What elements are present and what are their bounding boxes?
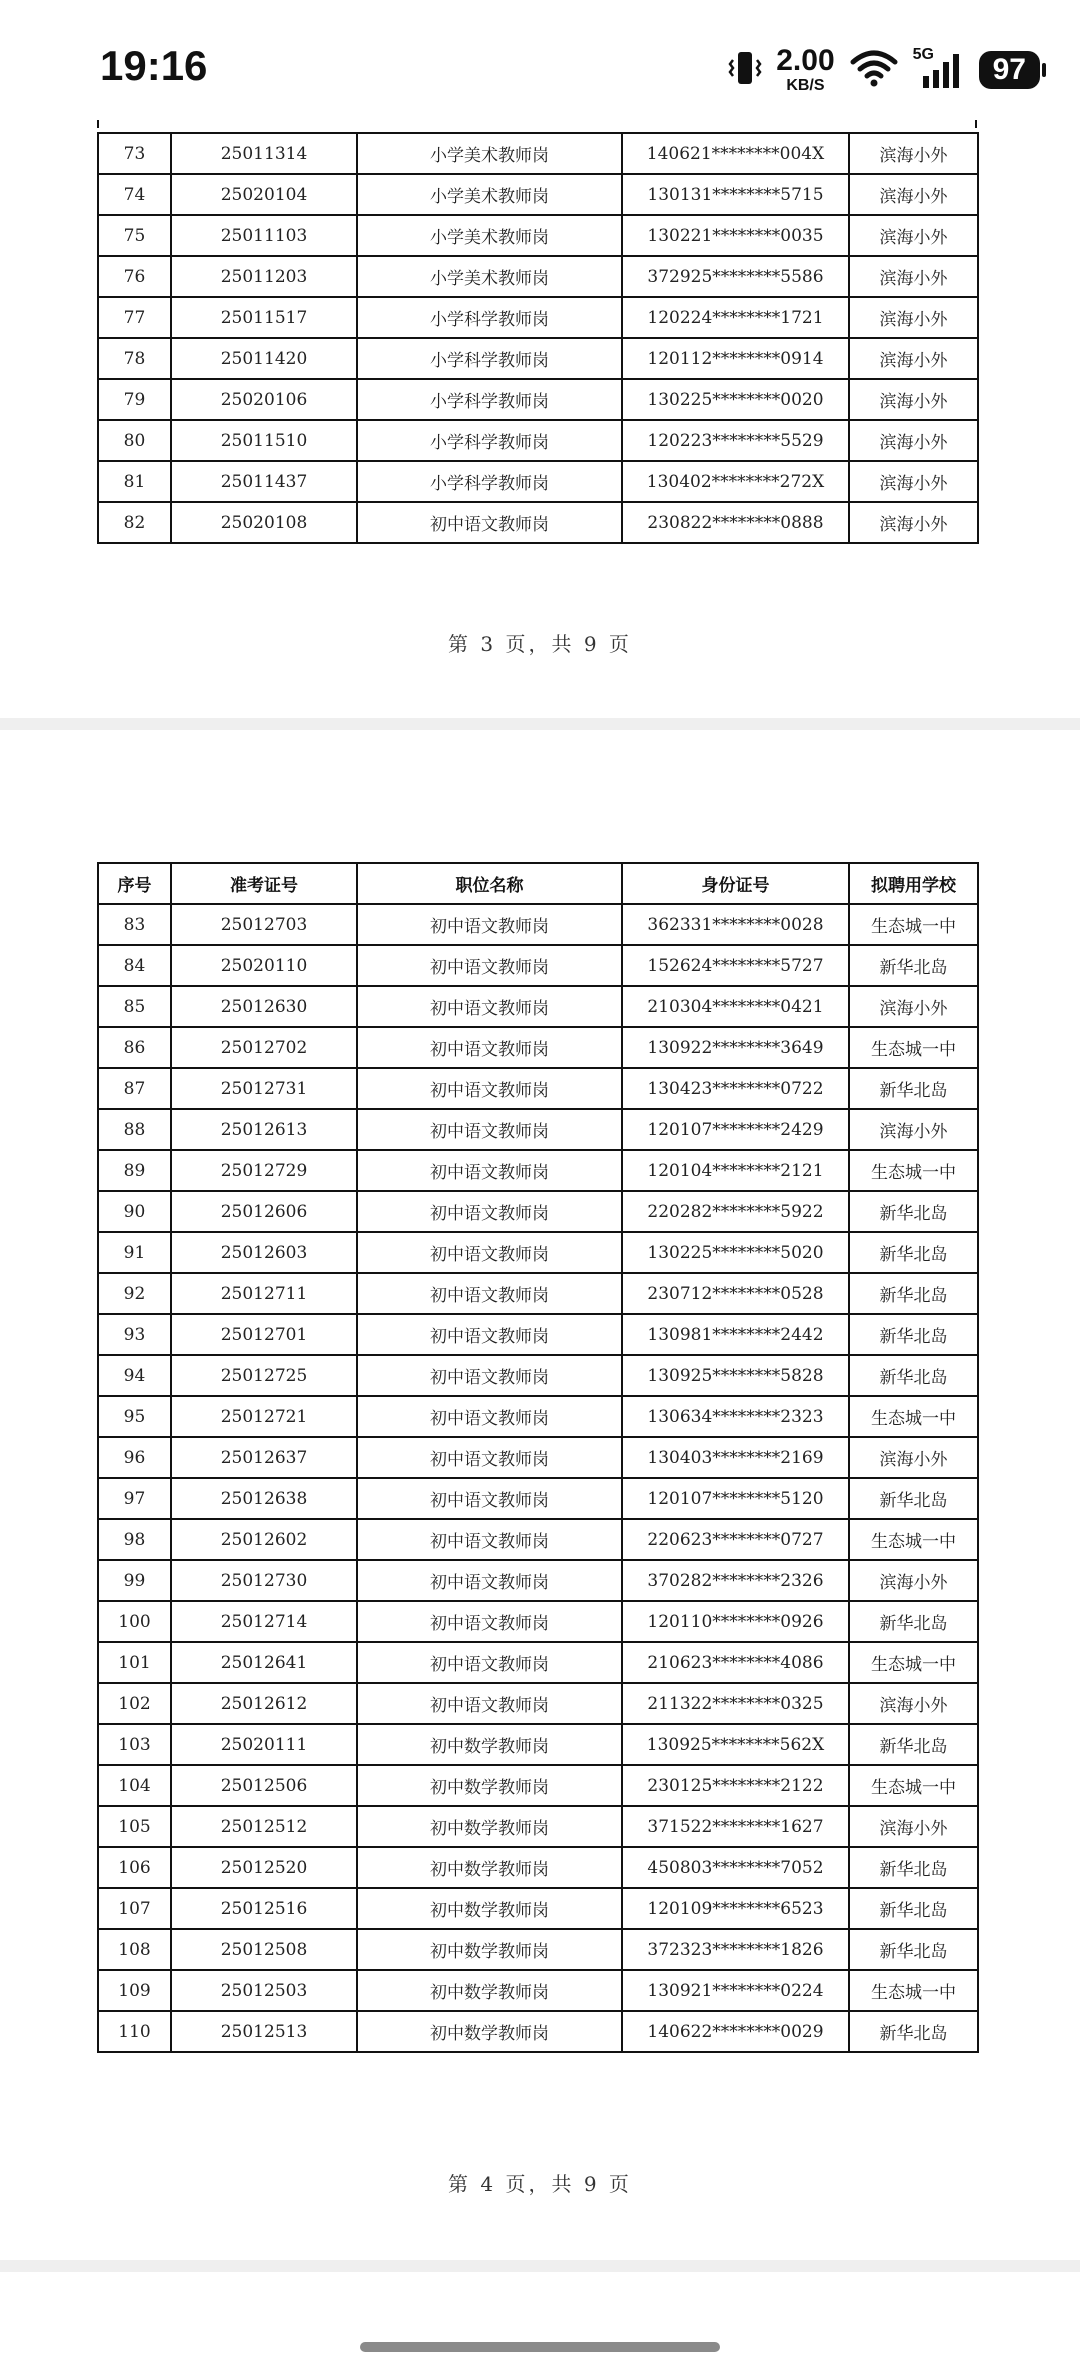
cell-school: 滨海小外 [849,215,978,256]
cell-no: 74 [98,174,171,215]
cell-position: 初中语文教师岗 [357,1027,622,1068]
table-row [98,379,978,420]
cell-no: 77 [98,297,171,338]
table-row [98,1560,978,1601]
cell-no: 94 [98,1355,171,1396]
page-3-footer: 第 3 页，共 9 页 [448,632,632,656]
cell-id-card: 140622********0029 [622,2011,849,2052]
cell-school: 滨海小外 [849,986,978,1027]
cell-no: 105 [98,1806,171,1847]
cell-no: 82 [98,502,171,543]
cell-exam-id: 25012703 [171,904,357,945]
cell-position: 小学美术教师岗 [357,133,622,174]
cell-no: 85 [98,986,171,1027]
cell-school: 新华北岛 [849,1273,978,1314]
cell-no: 81 [98,461,171,502]
cell-position: 小学美术教师岗 [357,174,622,215]
cell-school: 滨海小外 [849,502,978,543]
cell-exam-id: 25012721 [171,1396,357,1437]
table-row [98,1396,978,1437]
table-row [98,1929,978,1970]
table-row [98,420,978,461]
cell-exam-id: 25012630 [171,986,357,1027]
cell-position: 小学科学教师岗 [357,461,622,502]
table-row [98,1642,978,1683]
cell-school: 新华北岛 [849,1601,978,1642]
cell-school: 生态城一中 [849,1150,978,1191]
cell-exam-id: 25012512 [171,1806,357,1847]
cell-id-card: 372925********5586 [622,256,849,297]
cell-no: 80 [98,420,171,461]
cell-id-card: 371522********1627 [622,1806,849,1847]
cell-school: 新华北岛 [849,1478,978,1519]
cell-position: 初中数学教师岗 [357,1765,622,1806]
cell-position: 初中语文教师岗 [357,1068,622,1109]
cell-id-card: 130981********2442 [622,1314,849,1355]
cell-exam-id: 25011314 [171,133,357,174]
table-row [98,1150,978,1191]
cell-no: 96 [98,1437,171,1478]
cell-school: 新华北岛 [849,2011,978,2052]
cell-id-card: 210623********4086 [622,1642,849,1683]
cell-position: 小学科学教师岗 [357,338,622,379]
table-row [98,1109,978,1150]
cell-school: 滨海小外 [849,420,978,461]
table-row [98,1888,978,1929]
cell-school: 生态城一中 [849,1396,978,1437]
cell-school: 滨海小外 [849,1437,978,1478]
cell-exam-id: 25020111 [171,1724,357,1765]
cell-position: 初中语文教师岗 [357,1396,622,1437]
table-row [98,1478,978,1519]
cell-position: 初中数学教师岗 [357,1888,622,1929]
cell-exam-id: 25011437 [171,461,357,502]
vibrate-icon [728,48,762,93]
cell-id-card: 130225********5020 [622,1232,849,1273]
cell-exam-id: 25011203 [171,256,357,297]
cell-exam-id: 25012641 [171,1642,357,1683]
table-row [98,1314,978,1355]
cell-id-card: 120104********2121 [622,1150,849,1191]
cell-id-card: 120112********0914 [622,338,849,379]
cell-no: 93 [98,1314,171,1355]
wifi-icon [849,48,899,93]
cell-exam-id: 25012613 [171,1109,357,1150]
cell-position: 初中语文教师岗 [357,1437,622,1478]
cell-exam-id: 25020108 [171,502,357,543]
cell-no: 107 [98,1888,171,1929]
table-row [98,1601,978,1642]
table-row [98,1847,978,1888]
cell-exam-id: 25012520 [171,1847,357,1888]
status-time: 19:16 [100,42,208,89]
cell-no: 95 [98,1396,171,1437]
table-row [98,338,978,379]
cell-no: 89 [98,1150,171,1191]
cell-position: 初中数学教师岗 [357,1929,622,1970]
cell-exam-id: 25020104 [171,174,357,215]
cell-id-card: 370282********2326 [622,1560,849,1601]
cell-exam-id: 25012503 [171,1970,357,2011]
cell-school: 新华北岛 [849,1847,978,1888]
cell-position: 初中语文教师岗 [357,1314,622,1355]
status-bar [0,0,1080,120]
cell-position: 初中数学教师岗 [357,2011,622,2052]
cell-school: 生态城一中 [849,904,978,945]
cell-no: 108 [98,1929,171,1970]
cell-id-card: 120110********0926 [622,1601,849,1642]
table-row [98,1437,978,1478]
cell-no: 75 [98,215,171,256]
cell-exam-id: 25012508 [171,1929,357,1970]
table-row [98,1519,978,1560]
status-icons [728,44,1040,94]
table-row [98,461,978,502]
cell-no: 78 [98,338,171,379]
cell-id-card: 130634********2323 [622,1396,849,1437]
cell-position: 初中语文教师岗 [357,1642,622,1683]
cell-no: 99 [98,1560,171,1601]
table-row [98,174,978,215]
table-row [98,1068,978,1109]
home-indicator[interactable] [360,2342,720,2352]
cell-school: 新华北岛 [849,1314,978,1355]
cell-id-card: 230822********0888 [622,502,849,543]
cell-id-card: 130402********272X [622,461,849,502]
cell-no: 100 [98,1601,171,1642]
page3-table [97,132,979,544]
cell-position: 初中语文教师岗 [357,1519,622,1560]
cell-position: 初中语文教师岗 [357,1355,622,1396]
table-row [98,1970,978,2011]
cell-school: 滨海小外 [849,461,978,502]
cell-id-card: 220623********0727 [622,1519,849,1560]
cell-id-card: 450803********7052 [622,1847,849,1888]
cell-position: 初中语文教师岗 [357,1560,622,1601]
cell-position: 初中语文教师岗 [357,1683,622,1724]
cell-exam-id: 25012714 [171,1601,357,1642]
cell-school: 生态城一中 [849,1519,978,1560]
header-position: 职位名称 [357,863,622,904]
cell-school: 新华北岛 [849,1191,978,1232]
cell-id-card: 120109********6523 [622,1888,849,1929]
cell-school: 滨海小外 [849,174,978,215]
cell-exam-id: 25011420 [171,338,357,379]
cell-exam-id: 25012638 [171,1478,357,1519]
cell-school: 生态城一中 [849,1027,978,1068]
table-row [98,502,978,543]
cell-exam-id: 25012729 [171,1150,357,1191]
cell-no: 104 [98,1765,171,1806]
page-4-footer: 第 4 页，共 9 页 [448,2172,632,2196]
page4-table-body [98,904,978,2052]
cell-position: 小学科学教师岗 [357,297,622,338]
cell-no: 92 [98,1273,171,1314]
cell-exam-id: 25012731 [171,1068,357,1109]
header-id-card: 身份证号 [622,863,849,904]
cell-id-card: 140621********004X [622,133,849,174]
table-row [98,297,978,338]
table-row [98,945,978,986]
cell-id-card: 362331********0028 [622,904,849,945]
table-row [98,1273,978,1314]
cell-id-card: 210304********0421 [622,986,849,1027]
cell-school: 滨海小外 [849,1806,978,1847]
cell-school: 滨海小外 [849,1109,978,1150]
cell-position: 初中数学教师岗 [357,1847,622,1888]
table-row [98,986,978,1027]
cell-position: 初中语文教师岗 [357,1478,622,1519]
cell-exam-id: 25011517 [171,297,357,338]
cell-school: 滨海小外 [849,1683,978,1724]
cell-school: 滨海小外 [849,256,978,297]
cell-position: 小学科学教师岗 [357,420,622,461]
header-exam-id: 准考证号 [171,863,357,904]
cell-school: 生态城一中 [849,1642,978,1683]
table-row [98,1683,978,1724]
page-separator [0,718,1080,730]
cell-school: 新华北岛 [849,1232,978,1273]
cell-school: 滨海小外 [849,1560,978,1601]
network-type: 5G [912,46,934,63]
cell-no: 106 [98,1847,171,1888]
cell-id-card: 130921********0224 [622,1970,849,2011]
cell-id-card: 130925********5828 [622,1355,849,1396]
cell-exam-id: 25012725 [171,1355,357,1396]
cell-school: 滨海小外 [849,379,978,420]
cell-position: 初中语文教师岗 [357,945,622,986]
cell-no: 76 [98,256,171,297]
cell-id-card: 130225********0020 [622,379,849,420]
cell-no: 90 [98,1191,171,1232]
table-row [98,1232,978,1273]
cell-exam-id: 25012701 [171,1314,357,1355]
cell-school: 新华北岛 [849,1929,978,1970]
cell-position: 小学科学教师岗 [357,379,622,420]
cellular-signal [912,46,965,90]
cell-exam-id: 25020110 [171,945,357,986]
cell-id-card: 211322********0325 [622,1683,849,1724]
cell-position: 初中数学教师岗 [357,1970,622,2011]
cell-exam-id: 25012606 [171,1191,357,1232]
cell-exam-id: 25011510 [171,420,357,461]
cell-no: 87 [98,1068,171,1109]
cell-no: 73 [98,133,171,174]
cell-school: 滨海小外 [849,338,978,379]
cell-position: 初中数学教师岗 [357,1724,622,1765]
cell-id-card: 230125********2122 [622,1765,849,1806]
header-school: 拟聘用学校 [849,863,978,904]
cell-position: 初中语文教师岗 [357,1150,622,1191]
cell-no: 79 [98,379,171,420]
cell-position: 初中语文教师岗 [357,1601,622,1642]
cell-school: 生态城一中 [849,1970,978,2011]
cell-exam-id: 25012637 [171,1437,357,1478]
cell-id-card: 120224********1721 [622,297,849,338]
cell-position: 初中语文教师岗 [357,1273,622,1314]
cell-exam-id: 25020106 [171,379,357,420]
cell-position: 初中语文教师岗 [357,502,622,543]
cell-school: 滨海小外 [849,297,978,338]
table-row [98,215,978,256]
cell-school: 新华北岛 [849,1724,978,1765]
page-separator [0,2260,1080,2272]
table-row [98,1765,978,1806]
cell-id-card: 372323********1826 [622,1929,849,1970]
table-row [98,2011,978,2052]
cell-exam-id: 25012516 [171,1888,357,1929]
header-no: 序号 [98,863,171,904]
cell-no: 97 [98,1478,171,1519]
cell-no: 98 [98,1519,171,1560]
cell-exam-id: 25012506 [171,1765,357,1806]
cell-id-card: 130131********5715 [622,174,849,215]
page4-table [97,862,979,2053]
net-speed [776,46,834,94]
cell-no: 102 [98,1683,171,1724]
cell-id-card: 120223********5529 [622,420,849,461]
table-row [98,1724,978,1765]
cell-no: 110 [98,2011,171,2052]
battery-level: 97 [979,51,1040,89]
cell-id-card: 130403********2169 [622,1437,849,1478]
cell-id-card: 130221********0035 [622,215,849,256]
table-row [98,1806,978,1847]
cell-no: 103 [98,1724,171,1765]
cell-school: 滨海小外 [849,133,978,174]
cell-school: 新华北岛 [849,1068,978,1109]
cell-id-card: 220282********5922 [622,1191,849,1232]
table-row [98,904,978,945]
cell-no: 88 [98,1109,171,1150]
cell-position: 初中语文教师岗 [357,904,622,945]
table-row [98,133,978,174]
cell-exam-id: 25012730 [171,1560,357,1601]
net-speed-unit: KB/S [786,77,825,94]
cell-no: 83 [98,904,171,945]
cell-id-card: 152624********5727 [622,945,849,986]
cell-school: 新华北岛 [849,1355,978,1396]
table-header-row [98,863,978,904]
cell-no: 86 [98,1027,171,1068]
cell-id-card: 120107********2429 [622,1109,849,1150]
cell-position: 初中语文教师岗 [357,1191,622,1232]
cell-id-card: 230712********0528 [622,1273,849,1314]
cell-exam-id: 25012602 [171,1519,357,1560]
page3-table-body [98,133,978,543]
cell-exam-id: 25011103 [171,215,357,256]
cell-exam-id: 25012612 [171,1683,357,1724]
cell-school: 新华北岛 [849,945,978,986]
cell-no: 84 [98,945,171,986]
cell-no: 101 [98,1642,171,1683]
cell-school: 生态城一中 [849,1765,978,1806]
table-row [98,1191,978,1232]
cell-id-card: 120107********5120 [622,1478,849,1519]
cell-position: 小学美术教师岗 [357,215,622,256]
cell-position: 小学美术教师岗 [357,256,622,297]
cell-id-card: 130423********0722 [622,1068,849,1109]
cell-id-card: 130925********562X [622,1724,849,1765]
cell-school: 新华北岛 [849,1888,978,1929]
cell-no: 109 [98,1970,171,2011]
cell-no: 91 [98,1232,171,1273]
cell-exam-id: 25012513 [171,2011,357,2052]
cell-position: 初中数学教师岗 [357,1806,622,1847]
cell-id-card: 130922********3649 [622,1027,849,1068]
net-speed-value: 2.00 [776,44,835,77]
cell-position: 初中语文教师岗 [357,1232,622,1273]
cell-exam-id: 25012702 [171,1027,357,1068]
cell-exam-id: 25012711 [171,1273,357,1314]
cell-position: 初中语文教师岗 [357,986,622,1027]
table-row [98,1355,978,1396]
table-row [98,256,978,297]
table-row [98,1027,978,1068]
cell-position: 初中语文教师岗 [357,1109,622,1150]
cell-exam-id: 25012603 [171,1232,357,1273]
